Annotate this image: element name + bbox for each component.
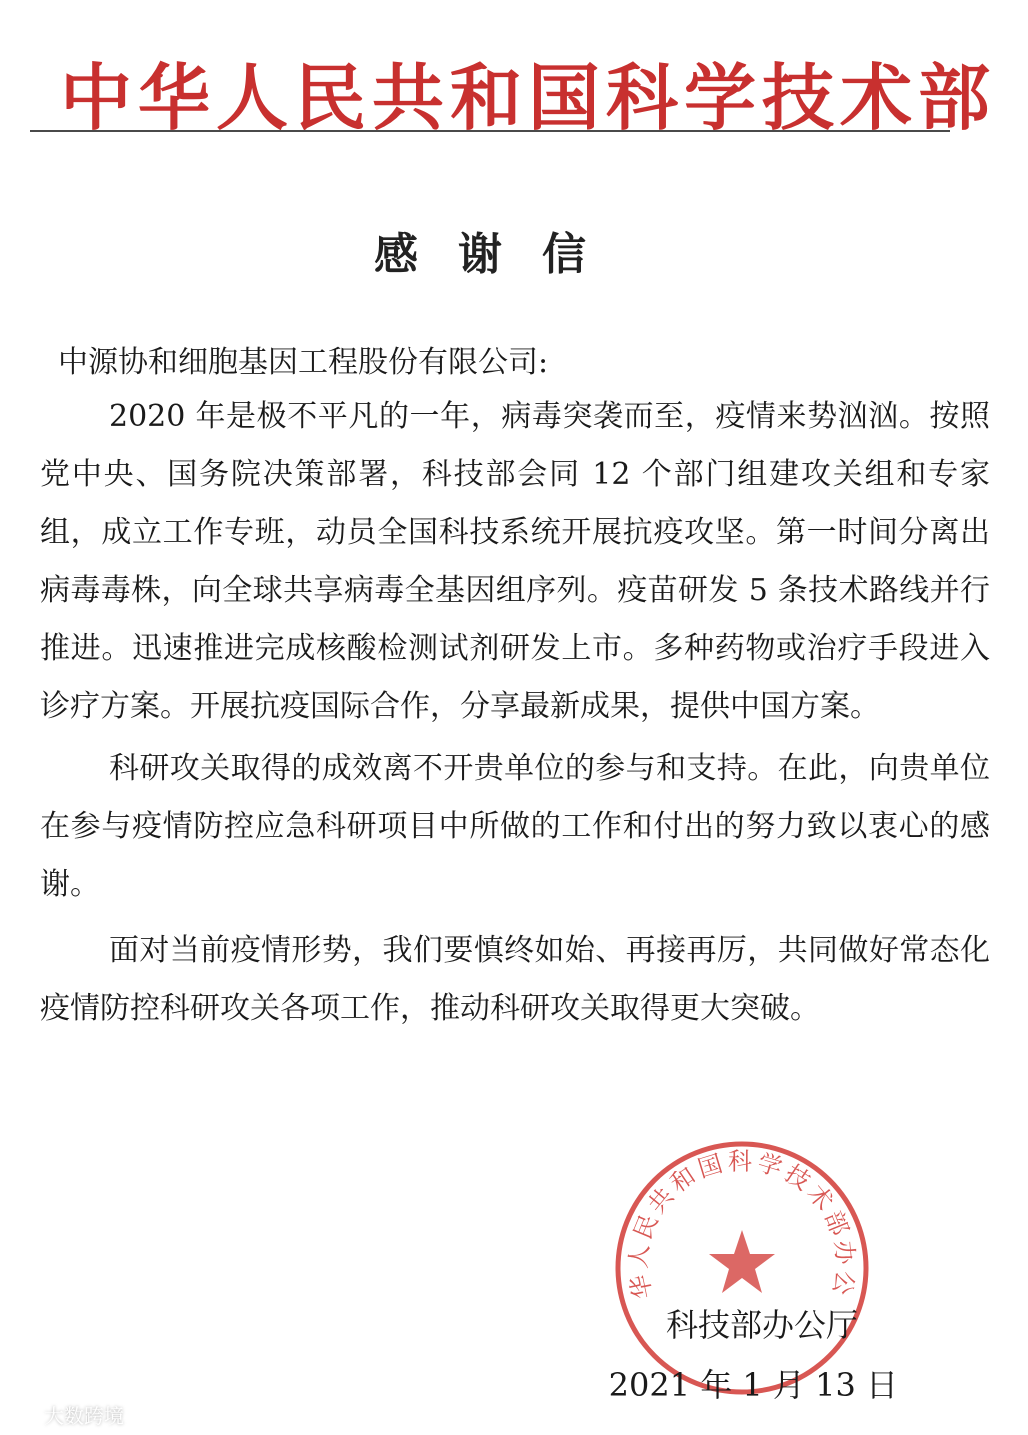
signature-office: 科技部办公厅 <box>665 1306 858 1344</box>
official-seal <box>612 1138 872 1398</box>
letter-body <box>40 388 990 1038</box>
letter-title: 感谢信 <box>374 229 626 280</box>
letter-date: 2021 年 1 月 13 日 <box>608 1366 898 1404</box>
weibo-icon <box>8 1402 38 1426</box>
letterhead-divider <box>30 130 950 132</box>
watermark <box>8 1398 124 1430</box>
paragraph-1: 2020 年是极不平凡的一年，病毒突袭而至，疫情来势汹汹。按照党中央、国务院决策部署，科技部会同 12 个部门组建攻关组和专家组，成立工作专班，动员全国科技系统开展抗疫攻坚。第一时间分离出病毒毒株，向全球共享病毒全基因组序列。疫苗研发 5 条技术路线并行推进。迅速推进完成核酸检测试剂研发上市。多种药物或治疗手段进入诊疗方案。开展抗疫国际合作，分享最新成果，提供中国方案。 <box>40 399 990 724</box>
letterhead: 中华人民共和国科学技术部 <box>60 56 997 140</box>
paragraph-2: 科研攻关取得的成效离不开贵单位的参与和支持。在此，向贵单位在参与疫情防控应急科研项目中所做的工作和付出的努力致以衷心的感谢。 <box>40 751 990 902</box>
seal-star <box>709 1230 775 1293</box>
salutation: 中源协和细胞基因工程股份有限公司: <box>58 345 549 380</box>
watermark-text: 大数跨境 <box>44 1403 124 1428</box>
svg-text:中华人民共和国科学技术部办公厅: 华人民共和国科学技术部办公 <box>624 1147 860 1302</box>
paragraph-3: 面对当前疫情形势，我们要慎终如始、再接再厉，共同做好常态化疫情防控科研攻关各项工作，推动科研攻关取得更大突破。 <box>40 933 990 1026</box>
